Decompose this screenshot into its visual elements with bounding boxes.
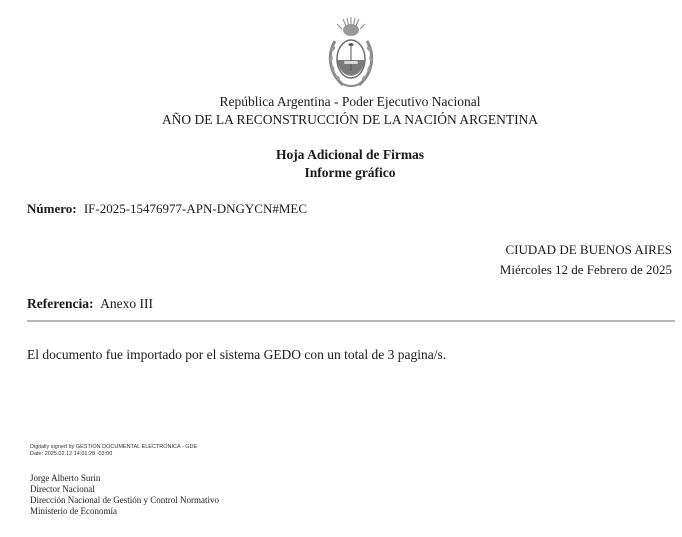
signer-position: Director Nacional (30, 484, 95, 494)
header-line-1: República Argentina - Poder Ejecutivo Nacional (219, 94, 481, 109)
signer-office: Dirección Nacional de Gestión y Control Normativo (30, 495, 219, 505)
digital-signature-line-1: Digitally signed by GESTION DOCUMENTAL ELECTRONICA - GDE (30, 444, 198, 450)
numero-label: Número: (27, 201, 77, 216)
header-line-2: AÑO DE LA RECONSTRUCCIÓN DE LA NACIÓN ARGENTINA (161, 112, 539, 127)
referencia-label: Referencia: (27, 296, 94, 311)
document-title (0, 146, 682, 182)
title-line-1: Hoja Adicional de Firmas (275, 147, 425, 162)
title-line-2: Informe gráfico (304, 165, 396, 180)
place: CIUDAD DE BUENOS AIRES (505, 242, 672, 257)
signer-name: Jorge Alberto Surin (30, 473, 101, 483)
date: Miércoles 12 de Febrero de 2025 (499, 262, 672, 277)
place-date-block (500, 240, 672, 280)
argentina-coat-of-arms-icon (325, 15, 377, 91)
divider (27, 320, 675, 322)
signer-block (30, 473, 219, 517)
digital-signature-stamp (30, 444, 197, 458)
document-number (27, 201, 307, 217)
body-text: El documento fue importado por el sistema GEDO con un total de 3 pagina/s. (27, 347, 447, 362)
numero-value: IF-2025-15476977-APN-DNGYCN#MEC (83, 201, 308, 216)
digital-signature-line-2: Date: 2025.02.12 14:01:28 -03:00 (30, 451, 113, 457)
reference (27, 296, 153, 312)
document-header (0, 93, 682, 129)
signer-ministry: Ministerio de Economía (30, 506, 117, 516)
referencia-value: Anexo III (100, 296, 153, 311)
